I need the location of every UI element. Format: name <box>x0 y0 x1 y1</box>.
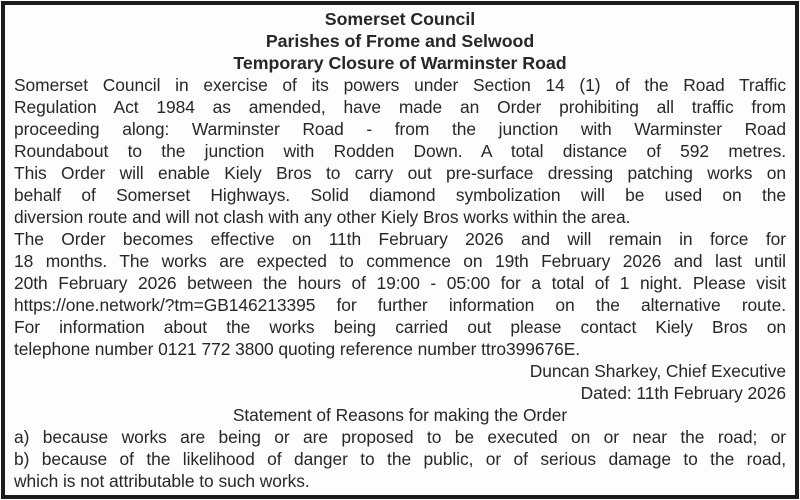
reason-b-continuation-line: which is not attributable to such works. <box>14 471 310 491</box>
signatory-line: Duncan Sharkey, Chief Executive <box>529 361 786 381</box>
reason-b-line: b) because of the likelihood of danger to the public, or of serious damage to the road, <box>14 449 786 469</box>
body-line: 18 months. The works are expected to commence on 19th February 2026 and last until <box>14 251 786 271</box>
body-line: Somerset Council in exercise of its powers under Section 14 (1) of the Road Traffic <box>14 75 786 95</box>
body-line: Roundabout to the junction with Rodden Down. A total distance of 592 metres. <box>14 141 786 161</box>
closure-title-heading: Temporary Closure of Warminster Road <box>233 53 567 73</box>
body-line: Regulation Act 1984 as amended, have made an Order prohibiting all traffic from <box>14 97 786 117</box>
body-line: proceeding along: Warminster Road - from the junction with Warminster Road <box>14 119 786 139</box>
body-line-url: https://one.network/?tm=GB146213395 for further information on the alternative route. <box>14 295 786 315</box>
council-name-heading: Somerset Council <box>324 9 476 29</box>
body-line-contact: telephone number 0121 772 3800 quoting reference number ttro399676E. <box>14 339 581 359</box>
body-line: The Order becomes effective on 11th February 2026 and will remain in force for <box>14 229 786 249</box>
dated-line: Dated: 11th February 2026 <box>580 383 786 403</box>
body-line: 20th February 2026 between the hours of 19:00 - 05:00 for a total of 1 night. Please visit <box>14 273 786 293</box>
statement-of-reasons-heading: Statement of Reasons for making the Order <box>232 405 568 425</box>
body-line: diversion route and will not clash with any other Kiely Bros works within the area. <box>14 207 631 227</box>
reason-a-line: a) because works are being or are proposed to be executed on or near the road; or <box>14 427 786 447</box>
notice-border-frame <box>1 1 799 499</box>
body-line: For information about the works being carried out please contact Kiely Bros on <box>14 317 786 337</box>
body-line: This Order will enable Kiely Bros to carry out pre-surface dressing patching works on <box>14 163 786 183</box>
parishes-heading: Parishes of Frome and Selwood <box>265 31 535 51</box>
body-line: behalf of Somerset Highways. Solid diamond symbolization will be used on the <box>14 185 786 205</box>
